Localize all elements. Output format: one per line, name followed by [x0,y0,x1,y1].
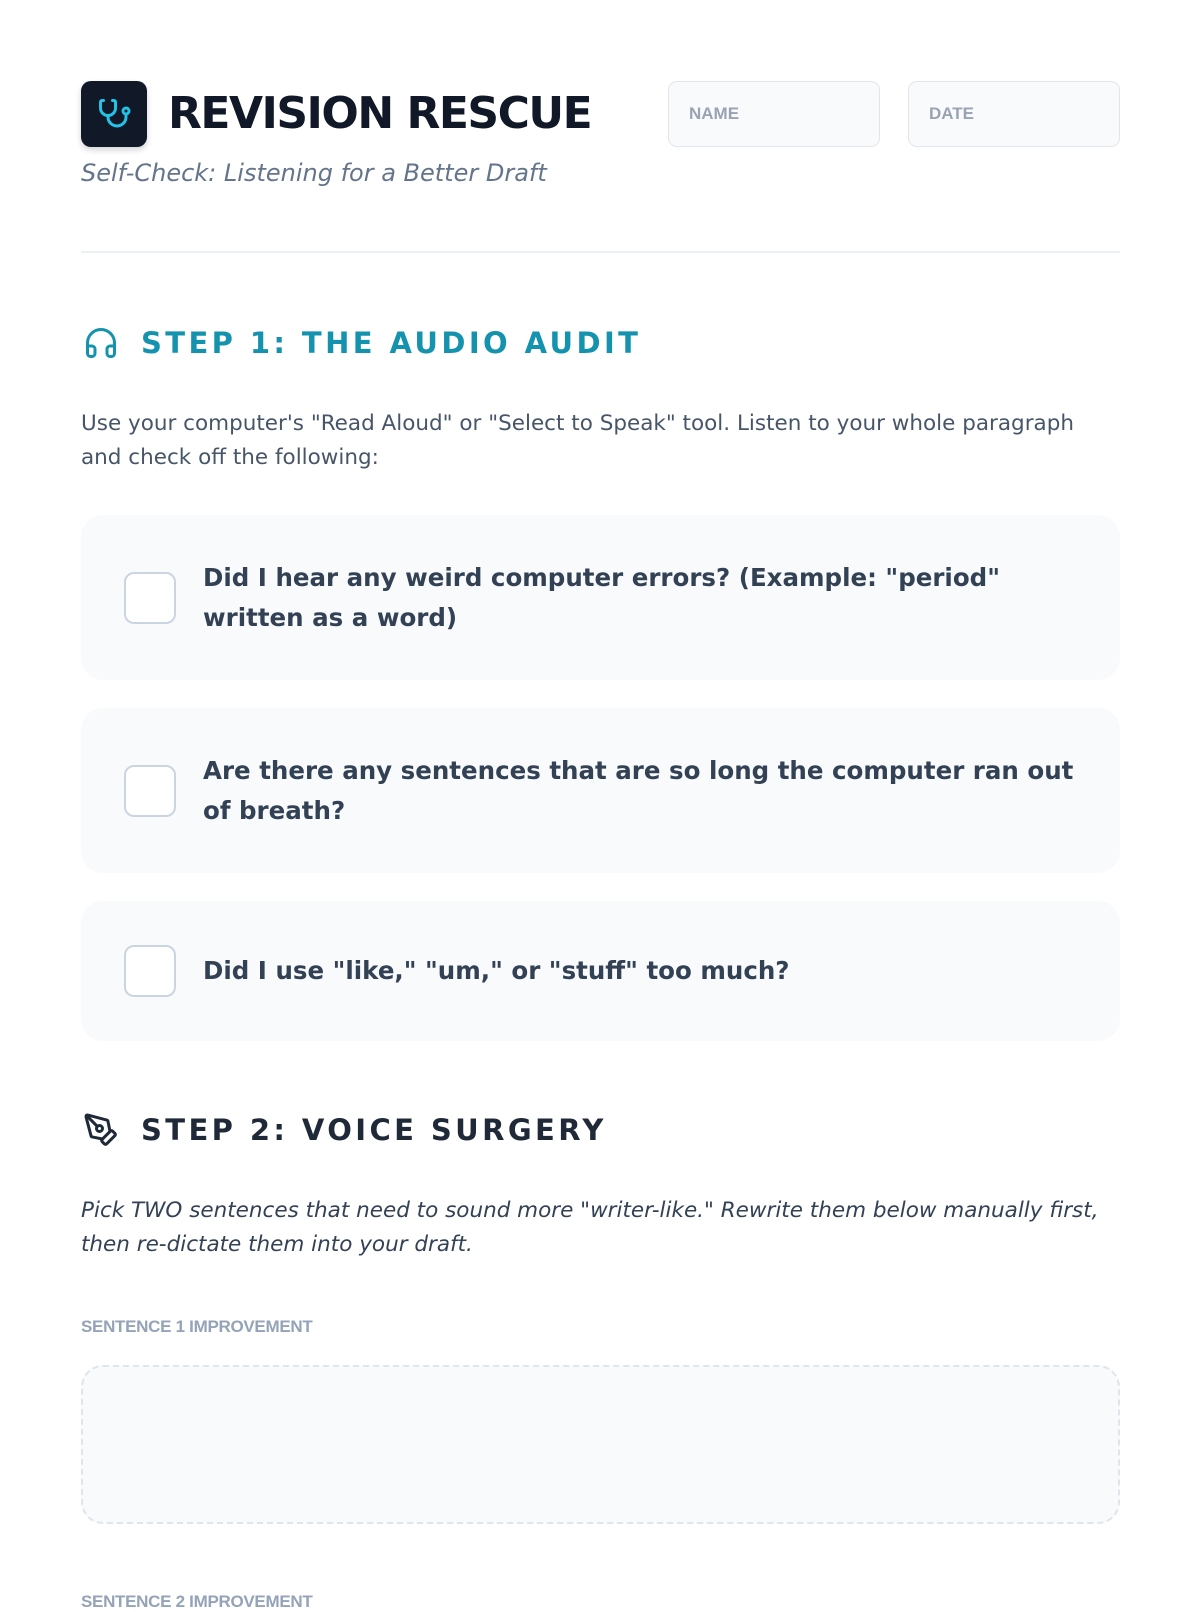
page-subtitle: Self-Check: Listening for a Better Draft [81,159,547,187]
checklist-item-text: Did I hear any weird computer errors? (Example: "period" written as a word) [203,562,1000,632]
checklist-item[interactable] [81,901,1120,1041]
page-title: REVISION RESCUE [168,88,592,139]
pen-tool-icon [81,1110,121,1150]
logo [81,81,147,147]
checklist-item-text: Are there any sentences that are so long the computer ran out of breath? [203,755,1074,825]
step1-instructions: Use your computer's "Read Aloud" or "Select to Speak" tool. Listen to your whole paragraph and check off the following: [81,411,1074,470]
step2-title: STEP 2: VOICE SURGERY [141,1113,607,1147]
step2-instructions: Pick TWO sentences that need to sound more "writer-like." Rewrite them below manually first, then re-dictate them into your draft. [81,1198,1099,1257]
header [81,80,1120,146]
date-field[interactable] [908,81,1120,147]
checkbox[interactable] [124,765,176,817]
step1-heading [81,323,641,363]
checklist-item[interactable] [81,515,1120,680]
headphones-icon [81,323,121,363]
checklist-item[interactable] [81,708,1120,873]
step1-title: STEP 1: THE AUDIO AUDIT [141,326,642,360]
divider [81,251,1120,253]
checkbox[interactable] [124,945,176,997]
sentence2-label: SENTENCE 2 IMPROVEMENT [81,1592,313,1611]
step2-heading [81,1110,607,1150]
checklist-item-text: Did I use "like," "um," or "stuff" too much? [203,956,790,985]
sentence1-label: SENTENCE 1 IMPROVEMENT [81,1317,313,1336]
name-field[interactable] [668,81,880,147]
stethoscope-icon [96,96,132,132]
sentence1-input[interactable] [81,1365,1120,1524]
checkbox[interactable] [124,572,176,624]
